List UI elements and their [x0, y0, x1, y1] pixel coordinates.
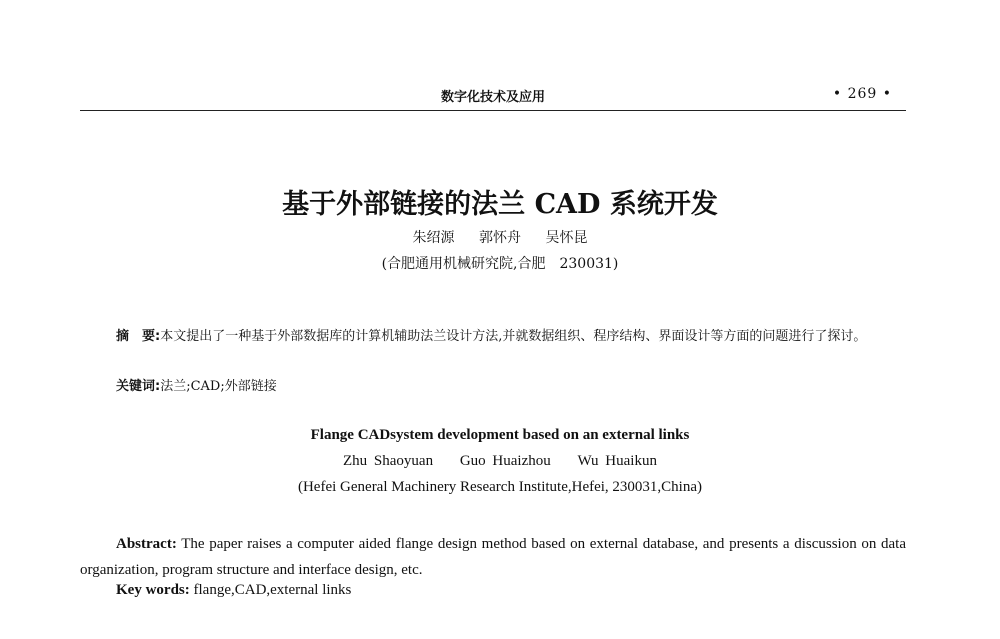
affiliation-en: (Hefei General Machinery Research Institute,Hefei, 230031,China)	[297, 479, 702, 495]
author-name-en: Wu Huaikun	[577, 453, 657, 469]
abstract-en-text: The paper raises a computer aided flange design method based on external database, and presents a discussion on data organization, program structure and interface design, etc.	[80, 536, 906, 578]
authors-cn	[0, 227, 1000, 247]
author-name-en: Zhu Shaoyuan	[343, 453, 434, 469]
keywords-en	[116, 582, 351, 599]
author-name: 吴怀昆	[545, 230, 588, 246]
abstract-en-label: Abstract:	[116, 536, 177, 552]
author-name: 郭怀舟	[479, 230, 521, 246]
author-name: 朱绍源	[412, 230, 455, 246]
header-rule	[80, 110, 906, 111]
page-number: • 269 •	[832, 86, 892, 102]
english-title: Flange CADsystem development based on an external links	[310, 427, 690, 443]
keywords-cn	[116, 375, 277, 394]
running-header	[80, 86, 906, 108]
journal-section-title: 数字化技术及应用	[440, 90, 545, 105]
abstract-en	[80, 531, 906, 583]
affiliation-cn: (合肥通用机械研究院,合肥 230031)	[381, 256, 619, 272]
author-name-en: Guo Huaizhou	[459, 453, 551, 469]
abstract-cn-text: 本文提出了一种基于外部数据库的计算机辅助法兰设计方法,并就数据组织、程序结构、界面设计等方面的问题进行了探讨。	[160, 329, 867, 344]
keywords-cn-label: 关键词:	[116, 379, 161, 394]
keywords-en-text: flange,CAD,external links	[193, 582, 352, 598]
abstract-cn-label: 摘 要:	[116, 329, 161, 344]
abstract-cn	[80, 324, 906, 350]
keywords-en-label: Key words:	[116, 582, 190, 598]
keywords-cn-text: 法兰;CAD;外部链接	[160, 379, 277, 394]
paper-title: 基于外部链接的法兰 CAD 系统开发	[282, 189, 718, 220]
authors-en	[0, 453, 1000, 470]
